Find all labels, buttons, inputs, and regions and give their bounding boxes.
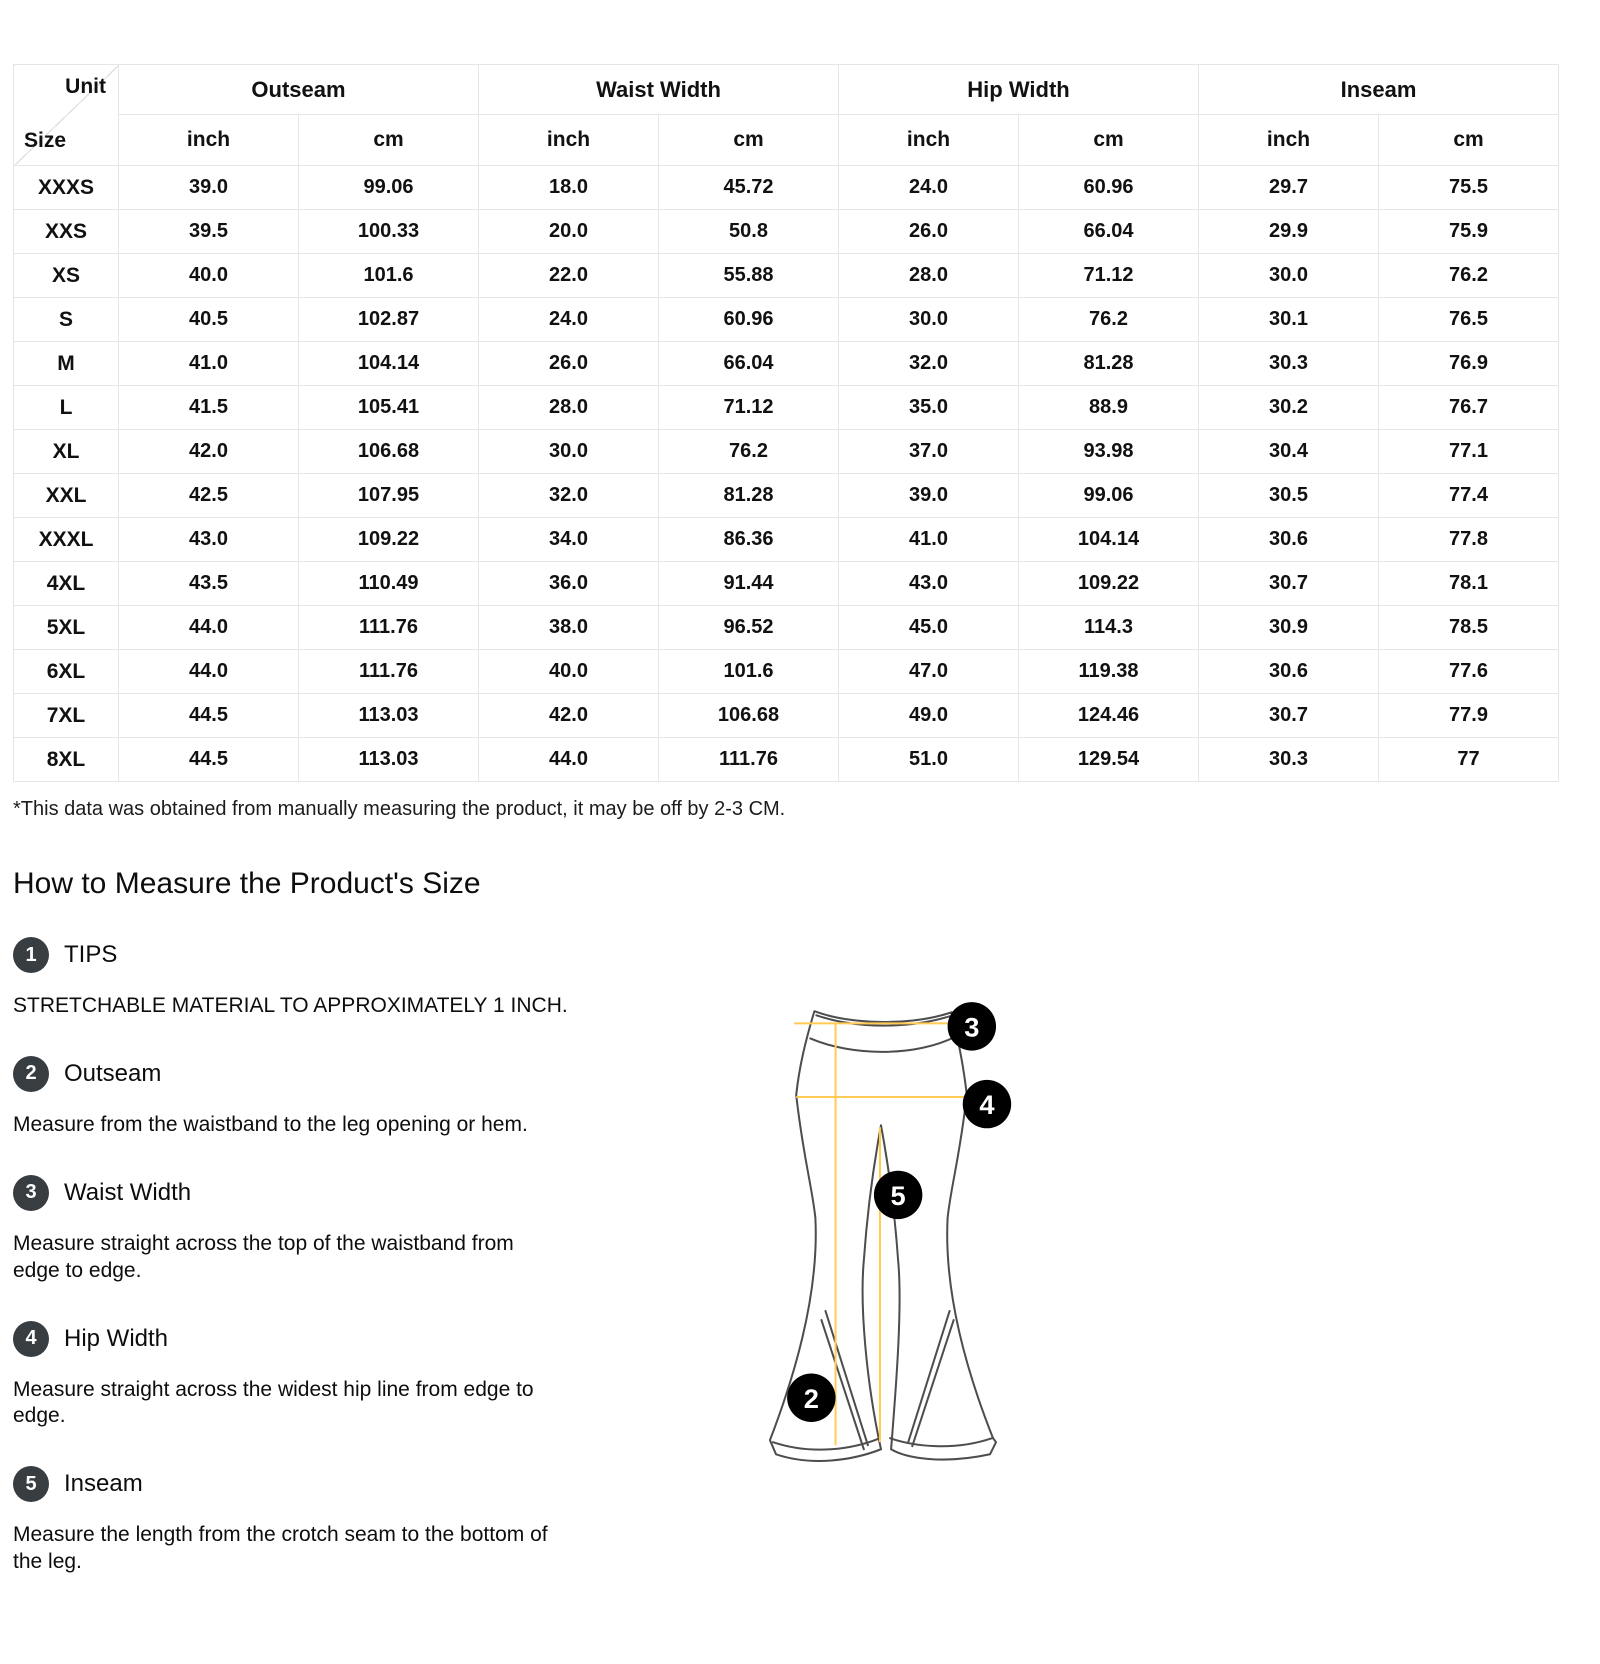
value-cell: 60.96	[1019, 166, 1199, 210]
value-cell: 42.0	[119, 430, 299, 474]
value-cell: 30.3	[1199, 342, 1379, 386]
value-cell: 76.2	[1019, 298, 1199, 342]
value-cell: 99.06	[1019, 474, 1199, 518]
value-cell: 36.0	[479, 562, 659, 606]
size-cell: XXL	[14, 474, 119, 518]
value-cell: 30.0	[1199, 254, 1379, 298]
value-cell: 26.0	[839, 210, 1019, 254]
value-cell: 77.8	[1379, 518, 1559, 562]
value-cell: 124.46	[1019, 694, 1199, 738]
value-cell: 71.12	[659, 386, 839, 430]
value-cell: 101.6	[299, 254, 479, 298]
value-cell: 109.22	[1019, 562, 1199, 606]
size-cell: S	[14, 298, 119, 342]
step-description: STRETCHABLE MATERIAL TO APPROXIMATELY 1 INCH.	[13, 994, 568, 1017]
value-cell: 91.44	[659, 562, 839, 606]
unit-header-cell: cm	[1019, 115, 1199, 166]
value-cell: 49.0	[839, 694, 1019, 738]
value-cell: 38.0	[479, 606, 659, 650]
value-cell: 43.5	[119, 562, 299, 606]
pants-measurement-diagram	[733, 986, 1033, 1531]
value-cell: 43.0	[839, 562, 1019, 606]
value-cell: 76.2	[1379, 254, 1559, 298]
value-cell: 28.0	[479, 386, 659, 430]
corner-unit-label: Unit	[65, 75, 106, 98]
marker-hip-number: 4	[979, 1089, 995, 1121]
value-cell: 50.8	[659, 210, 839, 254]
value-cell: 29.9	[1199, 210, 1379, 254]
step-number-badge: 3	[13, 1175, 49, 1211]
value-cell: 35.0	[839, 386, 1019, 430]
table-footnote: *This data was obtained from manually measuring the product, it may be off by 2-3 CM.	[13, 798, 786, 820]
value-cell: 22.0	[479, 254, 659, 298]
value-cell: 45.72	[659, 166, 839, 210]
column-group-hip-width: Hip Width	[839, 65, 1199, 115]
value-cell: 77.9	[1379, 694, 1559, 738]
value-cell: 106.68	[659, 694, 839, 738]
value-cell: 42.5	[119, 474, 299, 518]
table-group-header-row	[14, 65, 1559, 115]
marker-waist-number: 3	[964, 1011, 980, 1043]
value-cell: 39.0	[839, 474, 1019, 518]
unit-header-cell: inch	[479, 115, 659, 166]
marker-waist	[948, 1002, 996, 1050]
value-cell: 44.0	[479, 738, 659, 782]
unit-header-cell: cm	[299, 115, 479, 166]
value-cell: 111.76	[299, 650, 479, 694]
value-cell: 44.0	[119, 606, 299, 650]
value-cell: 29.7	[1199, 166, 1379, 210]
value-cell: 107.95	[299, 474, 479, 518]
value-cell: 42.0	[479, 694, 659, 738]
step-description: Measure straight across the widest hip line from edge to edge.	[13, 1377, 534, 1428]
unit-header-cell: cm	[659, 115, 839, 166]
size-cell: 4XL	[14, 562, 119, 606]
value-cell: 30.5	[1199, 474, 1379, 518]
value-cell: 37.0	[839, 430, 1019, 474]
size-cell: 8XL	[14, 738, 119, 782]
table-row	[14, 518, 1559, 562]
unit-header-cell: inch	[839, 115, 1019, 166]
value-cell: 78.5	[1379, 606, 1559, 650]
step-tips	[13, 937, 1600, 973]
step-number-badge: 1	[13, 937, 49, 973]
size-cell: XXXL	[14, 518, 119, 562]
value-cell: 51.0	[839, 738, 1019, 782]
value-cell: 30.3	[1199, 738, 1379, 782]
value-cell: 77.6	[1379, 650, 1559, 694]
size-cell: 5XL	[14, 606, 119, 650]
value-cell: 81.28	[659, 474, 839, 518]
table-row	[14, 166, 1559, 210]
value-cell: 76.7	[1379, 386, 1559, 430]
value-cell: 28.0	[839, 254, 1019, 298]
size-table-body	[14, 166, 1559, 782]
value-cell: 43.0	[119, 518, 299, 562]
table-row	[14, 298, 1559, 342]
value-cell: 55.88	[659, 254, 839, 298]
step-label: Hip Width	[64, 1324, 169, 1352]
table-row	[14, 738, 1559, 782]
table-row	[14, 430, 1559, 474]
value-cell: 101.6	[659, 650, 839, 694]
value-cell: 76.5	[1379, 298, 1559, 342]
value-cell: 44.5	[119, 694, 299, 738]
value-cell: 113.03	[299, 694, 479, 738]
marker-outseam	[787, 1374, 835, 1422]
value-cell: 34.0	[479, 518, 659, 562]
value-cell: 30.7	[1199, 562, 1379, 606]
value-cell: 39.0	[119, 166, 299, 210]
value-cell: 86.36	[659, 518, 839, 562]
step-label: Outseam	[64, 1059, 162, 1087]
value-cell: 45.0	[839, 606, 1019, 650]
table-row	[14, 386, 1559, 430]
table-row	[14, 694, 1559, 738]
step-number-badge: 5	[13, 1466, 49, 1502]
size-chart-table	[13, 64, 1559, 782]
value-cell: 24.0	[839, 166, 1019, 210]
step-description: Measure from the waistband to the leg opening or hem.	[13, 1112, 528, 1136]
value-cell: 111.76	[659, 738, 839, 782]
value-cell: 78.1	[1379, 562, 1559, 606]
value-cell: 44.0	[119, 650, 299, 694]
marker-outseam-number: 2	[803, 1382, 819, 1414]
step-label: TIPS	[64, 941, 118, 968]
value-cell: 77.4	[1379, 474, 1559, 518]
value-cell: 106.68	[299, 430, 479, 474]
table-unit-header-row	[14, 115, 1559, 166]
value-cell: 113.03	[299, 738, 479, 782]
corner-size-label: Size	[24, 129, 67, 152]
value-cell: 129.54	[1019, 738, 1199, 782]
step-description: Measure straight across the top of the waistband from edge to edge.	[13, 1231, 514, 1282]
value-cell: 47.0	[839, 650, 1019, 694]
value-cell: 40.0	[479, 650, 659, 694]
unit-size-corner-cell	[14, 65, 119, 166]
value-cell: 30.4	[1199, 430, 1379, 474]
size-cell: M	[14, 342, 119, 386]
size-cell: XL	[14, 430, 119, 474]
size-cell: XS	[14, 254, 119, 298]
value-cell: 66.04	[659, 342, 839, 386]
step-description: Measure the length from the crotch seam to the bottom of the leg.	[13, 1523, 548, 1574]
value-cell: 109.22	[299, 518, 479, 562]
value-cell: 75.9	[1379, 210, 1559, 254]
step-number-badge: 4	[13, 1321, 49, 1357]
value-cell: 30.6	[1199, 518, 1379, 562]
value-cell: 104.14	[299, 342, 479, 386]
column-group-inseam: Inseam	[1199, 65, 1559, 115]
value-cell: 20.0	[479, 210, 659, 254]
unit-header-cell: cm	[1379, 115, 1559, 166]
value-cell: 104.14	[1019, 518, 1199, 562]
step-label: Inseam	[64, 1470, 143, 1498]
marker-hip	[963, 1080, 1011, 1128]
column-group-waist-width: Waist Width	[479, 65, 839, 115]
value-cell: 44.5	[119, 738, 299, 782]
value-cell: 76.2	[659, 430, 839, 474]
table-row	[14, 562, 1559, 606]
table-row	[14, 606, 1559, 650]
value-cell: 41.0	[839, 518, 1019, 562]
value-cell: 41.5	[119, 386, 299, 430]
table-row	[14, 210, 1559, 254]
value-cell: 110.49	[299, 562, 479, 606]
measure-section-title: How to Measure the Product's Size	[13, 867, 481, 900]
step-label: Waist Width	[64, 1178, 192, 1206]
value-cell: 30.0	[839, 298, 1019, 342]
value-cell: 60.96	[659, 298, 839, 342]
value-cell: 93.98	[1019, 430, 1199, 474]
value-cell: 77	[1379, 738, 1559, 782]
value-cell: 32.0	[839, 342, 1019, 386]
table-row	[14, 474, 1559, 518]
value-cell: 32.0	[479, 474, 659, 518]
table-row	[14, 254, 1559, 298]
value-cell: 81.28	[1019, 342, 1199, 386]
value-cell: 39.5	[119, 210, 299, 254]
value-cell: 102.87	[299, 298, 479, 342]
table-row	[14, 342, 1559, 386]
value-cell: 96.52	[659, 606, 839, 650]
value-cell: 66.04	[1019, 210, 1199, 254]
marker-inseam-number: 5	[890, 1180, 906, 1212]
value-cell: 30.6	[1199, 650, 1379, 694]
value-cell: 76.9	[1379, 342, 1559, 386]
marker-inseam	[874, 1171, 922, 1219]
value-cell: 105.41	[299, 386, 479, 430]
value-cell: 88.9	[1019, 386, 1199, 430]
value-cell: 40.0	[119, 254, 299, 298]
value-cell: 30.2	[1199, 386, 1379, 430]
unit-header-cell: inch	[1199, 115, 1379, 166]
value-cell: 30.7	[1199, 694, 1379, 738]
value-cell: 30.1	[1199, 298, 1379, 342]
value-cell: 75.5	[1379, 166, 1559, 210]
size-cell: 7XL	[14, 694, 119, 738]
step-number-badge: 2	[13, 1056, 49, 1092]
value-cell: 24.0	[479, 298, 659, 342]
size-cell: L	[14, 386, 119, 430]
value-cell: 40.5	[119, 298, 299, 342]
value-cell: 18.0	[479, 166, 659, 210]
value-cell: 30.9	[1199, 606, 1379, 650]
value-cell: 26.0	[479, 342, 659, 386]
value-cell: 30.0	[479, 430, 659, 474]
value-cell: 114.3	[1019, 606, 1199, 650]
table-row	[14, 650, 1559, 694]
value-cell: 111.76	[299, 606, 479, 650]
size-cell: XXXS	[14, 166, 119, 210]
value-cell: 41.0	[119, 342, 299, 386]
size-cell: XXS	[14, 210, 119, 254]
value-cell: 71.12	[1019, 254, 1199, 298]
value-cell: 99.06	[299, 166, 479, 210]
unit-header-cell: inch	[119, 115, 299, 166]
value-cell: 119.38	[1019, 650, 1199, 694]
value-cell: 77.1	[1379, 430, 1559, 474]
size-cell: 6XL	[14, 650, 119, 694]
value-cell: 100.33	[299, 210, 479, 254]
column-group-outseam: Outseam	[119, 65, 479, 115]
